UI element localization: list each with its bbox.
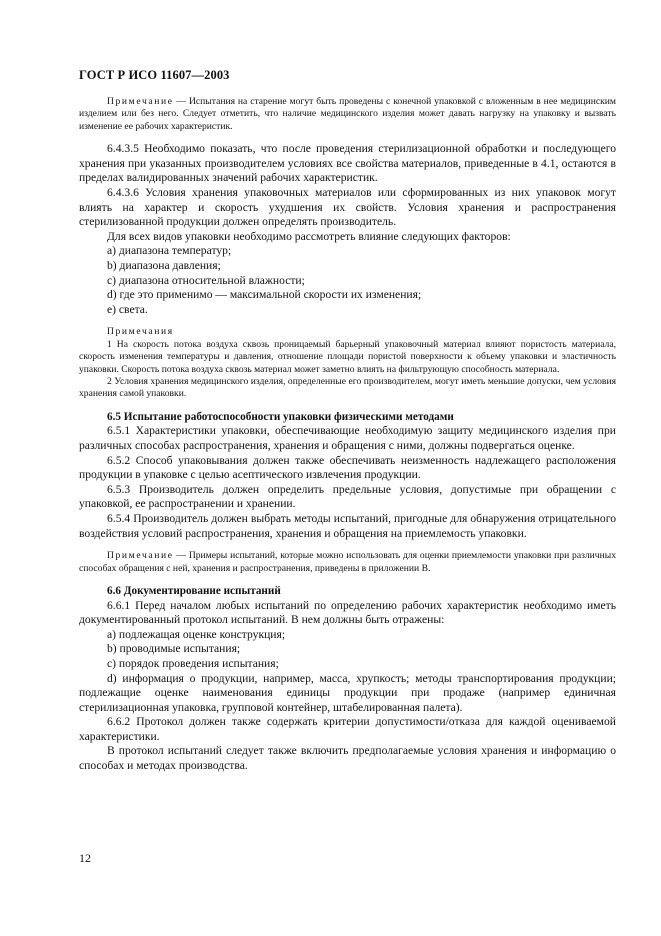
factor-item: е) света. <box>107 302 148 316</box>
factor-item: с) диапазона относительной влажности; <box>107 273 305 287</box>
protocol-item: с) порядок проведения испытания; <box>107 656 279 670</box>
page-number: 12 <box>79 851 91 865</box>
notes-label: Примечания <box>107 326 174 338</box>
paragraph-protocol-extra: В протокол испытаний следует также включить предполагаемые условия хранения и информацию о способах и методах производства. <box>79 744 616 773</box>
paragraph-6-5-4: 6.5.4 Производитель должен выбрать методы испытаний, пригодные для обнаружения отрицательного воздействия условий распространения, хранения и обращения на приемлемость упаковки. <box>79 511 616 540</box>
factor-item: а) диапазона температур; <box>107 244 232 258</box>
note-item-1: 1 На скорость потока воздуха сквозь проницаемый барьерный упаковочный материал влияют пористость материала, скорость изменения температуры и давления, отношение площади пористой поверхности к объему упаковки и эластичность упаковки. Скорость потока воздуха сквозь материал может заметно влиять на фильтрующую способность материала. <box>79 338 616 375</box>
paragraph-6-4-3-5: 6.4.3.5 Необходимо показать, что после проведения стерилизационной обработки и последующего хранения при указанных производителем условиях все свойства материалов, приведенные в 4.1, остаются в пределах валидированных значений рабочих характеристик. <box>79 142 616 185</box>
protocol-item-d: d) информация о продукции, например, масса, хрупкость; методы транспортирования продукции; подлежащие оценке наименования единицы продукции при продаже (например единичная стерилизационная упаковка, групповой контейнер, штабелированная палета). <box>79 671 616 714</box>
factor-item: b) диапазона давления; <box>107 258 221 272</box>
section-6-6-heading: 6.6 Документирование испытаний <box>107 584 281 597</box>
page-content <box>79 96 616 774</box>
factors-intro: Для всех видов упаковки необходимо рассмотреть влияние следующих факторов: <box>107 229 511 243</box>
note-text: — Примеры испытаний, которые можно использовать для оценки приемлемости упаковки при различных способах обращения с ней, хранения и распространения, приведены в приложении В. <box>79 550 616 574</box>
paragraph-6-6-1: 6.6.1 Перед началом любых испытаний по определению рабочих характеристик необходимо иметь документированный протокол испытаний. В нем должны быть отражены: <box>79 598 616 627</box>
note-examples <box>79 550 616 575</box>
protocol-item: b) проводимые испытания; <box>107 642 241 656</box>
note-text: — Испытания на старение могут быть проведены с конечной упаковкой с вложенным в нее медицинским изделием или без него. Следует отметить, что наличие медицинского изделия может давать нагрузку на упаковку и вызвать изменение ее рабочих характеристик. <box>79 96 616 132</box>
protocol-item: а) подлежащая оценке конструкция; <box>107 627 286 641</box>
factor-item: d) где это применимо — максимальной скорости их изменения; <box>107 288 422 302</box>
paragraph-6-4-3-6: 6.4.3.6 Условия хранения упаковочных материалов или сформированных из них упаковок могут влиять на характер и скорость ухудшения их свойств. Условия хранения и распространения стерилизованной продукции должен определять производитель. <box>79 186 616 229</box>
note-label: Примечание <box>107 550 174 562</box>
paragraph-6-5-2: 6.5.2 Способ упаковывания должен также обеспечивать неизменность надлежащего расположения продукции в упаковке с целью асептического извлечения продукции. <box>79 453 616 482</box>
document-header: ГОСТ Р ИСО 11607—2003 <box>79 68 230 82</box>
note-aging <box>79 96 616 133</box>
paragraph-6-5-1: 6.5.1 Характеристики упаковки, обеспечивающие необходимую защиту медицинского изделия при различных способах распространения, хранения и обращения с ними, должны подвергаться оценке. <box>79 424 616 452</box>
paragraph-6-5-3: 6.5.3 Производитель должен определить предельные условия, допустимые при обращении с упаковкой, ее распространении и хранении. <box>79 482 616 511</box>
section-6-5-heading: 6.5 Испытание работоспособности упаковки физическими методами <box>107 410 454 423</box>
note-label: Примечание <box>107 96 174 107</box>
note-item-2: 2 Условия хранения медицинского изделия, определенные его производителем, могут иметь меньшие допуски, чем условия хранения самой упаковки. <box>79 375 616 400</box>
paragraph-6-6-2: 6.6.2 Протокол должен также содержать критерии допустимости/отказа для каждой оцениваемой характеристики. <box>79 715 616 743</box>
